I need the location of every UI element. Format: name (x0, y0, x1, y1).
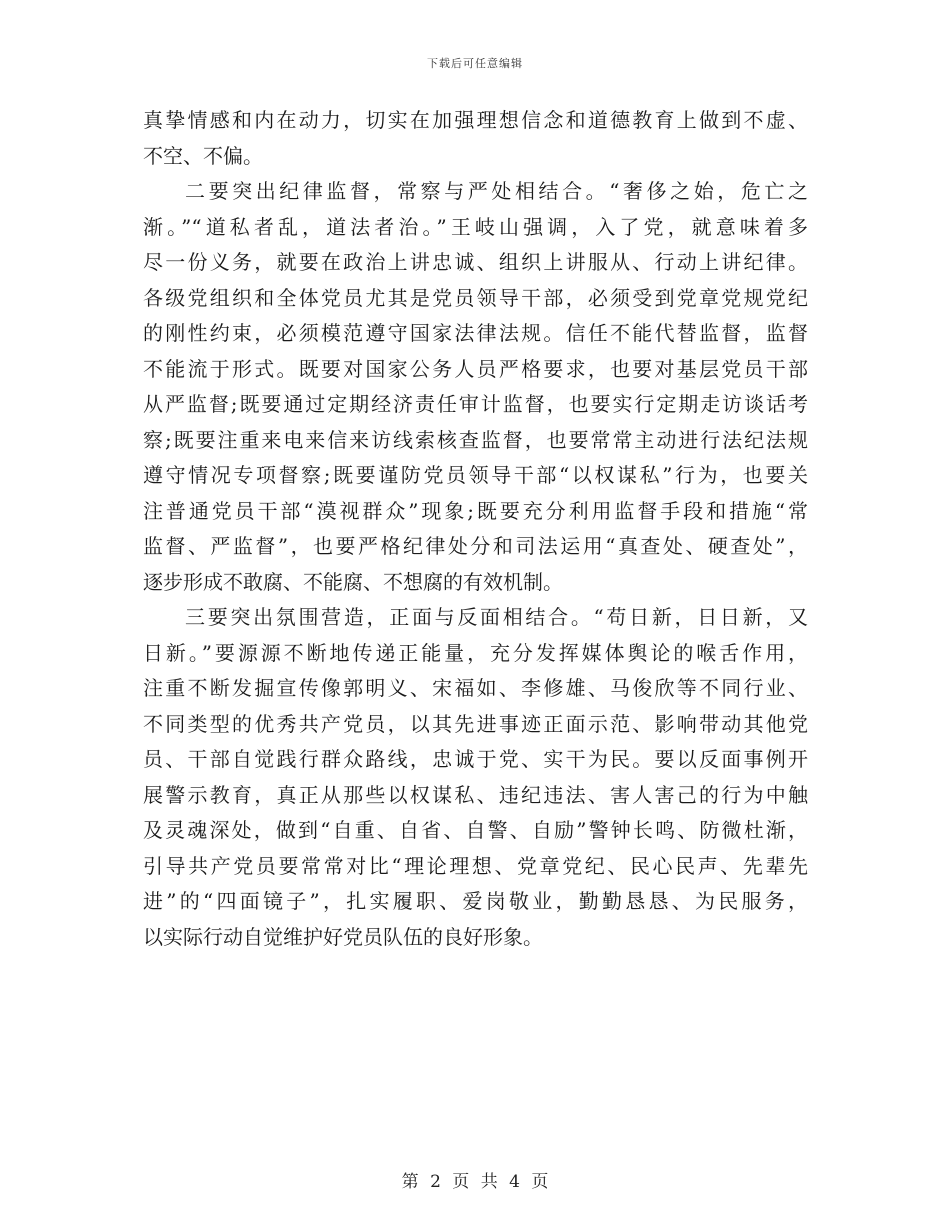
text-line: 进”的“四面镜子”，扎实履职、爱岗敬业，勤勤恳恳、为民服务， (143, 889, 808, 913)
text-line: 尽一份义务，就要在政治上讲忠诚、组织上讲服从、行动上讲纪律。 (143, 250, 808, 274)
paragraph-2 (143, 174, 808, 600)
page-footer: 第 2 页 共 4 页 (401, 1172, 549, 1192)
text-line: 注重不断发掘宣传像郭明义、宋福如、李修雄、马俊欣等不同行业、 (143, 676, 808, 700)
text-line: 引导共产党员要常常对比“理论理想、党章党纪、民心民声、先辈先 (143, 853, 808, 878)
text-line: 遵守情况专项督察;既要谨防党员领导干部“以权谋私”行为，也要关 (143, 463, 808, 487)
text-line: 日新。”要源源不断地传递正能量，充分发挥媒体舆论的喉舌作用， (143, 640, 808, 665)
document-body (143, 103, 808, 955)
text-line: 三要突出氛围营造，正面与反面相结合。“苟日新，日日新，又 (185, 605, 808, 629)
paragraph-3 (143, 600, 808, 955)
text-line: 监督、严监督”，也要严格纪律处分和司法运用“真查处、硬查处”， (143, 534, 808, 558)
text-line: 从严监督;既要通过定期经济责任审计监督，也要实行定期走访谈话考 (143, 392, 808, 416)
text-line: 二要突出纪律监督，常察与严处相结合。“奢侈之始，危亡之 (185, 179, 808, 203)
text-line: 察;既要注重来电来信来访线索核查监督，也要常常主动进行法纪法规 (143, 427, 808, 452)
text-line: 及灵魂深处，做到“自重、自省、自警、自励”警钟长鸣、防微杜渐， (143, 818, 808, 842)
text-line: 的刚性约束，必须模范遵守国家法律法规。信任不能代替监督，监督 (143, 321, 808, 345)
text-line: 真挚情感和内在动力，切实在加强理想信念和道德教育上做到不虚、 (143, 108, 808, 132)
text-line: 逐步形成不敢腐、不能腐、不想腐的有效机制。 (143, 569, 563, 594)
text-line: 展警示教育，真正从那些以权谋私、违纪违法、害人害己的行为中触 (143, 782, 808, 807)
text-line: 以实际行动自觉维护好党员队伍的良好形象。 (143, 924, 543, 949)
text-line: 不空、不偏。 (143, 143, 263, 168)
paragraph-1 (143, 103, 808, 174)
text-line: 各级党组织和全体党员尤其是党员领导干部，必须受到党章党规党纪 (143, 285, 808, 310)
text-line: 渐。”“道私者乱，道法者治。”王岐山强调，入了党，就意味着多 (143, 214, 808, 239)
page-header: 下载后可任意编辑 (427, 57, 523, 70)
text-line: 员、干部自觉践行群众路线，忠诚于党、实干为民。要以反面事例开 (143, 747, 808, 771)
text-line: 注普通党员干部“漠视群众”现象;既要充分利用监督手段和措施“常 (143, 498, 808, 523)
text-line: 不同类型的优秀共产党员，以其先进事迹正面示范、影响带动其他党 (143, 711, 808, 736)
text-line: 不能流于形式。既要对国家公务人员严格要求，也要对基层党员干部 (143, 356, 808, 381)
